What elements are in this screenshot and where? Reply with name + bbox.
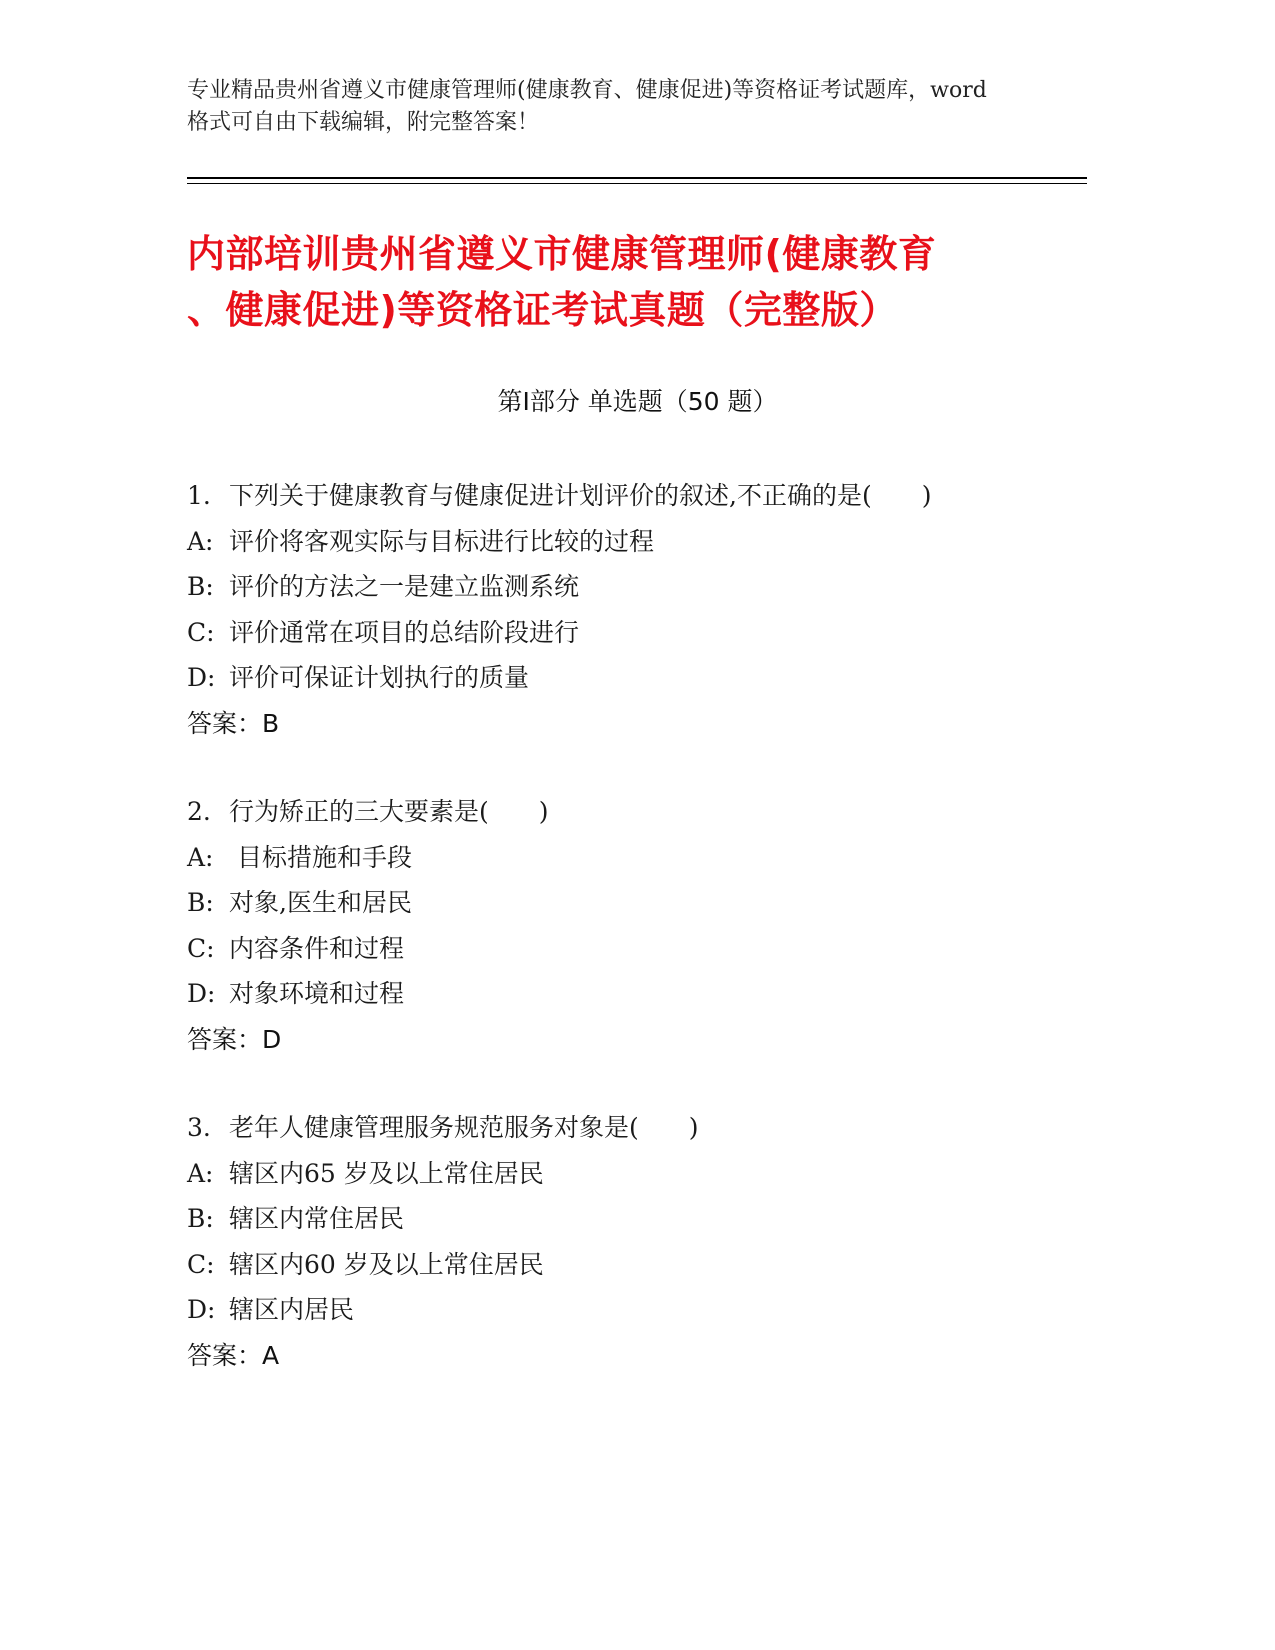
question-number: 2.	[187, 797, 211, 826]
option-text: 内容条件和过程	[229, 933, 405, 963]
option-key: D:	[187, 979, 216, 1008]
option-key: C:	[187, 1249, 215, 1279]
option-a	[187, 1151, 1087, 1197]
question-number: 3.	[187, 1113, 211, 1142]
option-text: 目标措施和手段	[229, 842, 412, 872]
option-text: 对象,医生和居民	[229, 888, 412, 917]
option-key: C:	[187, 933, 215, 963]
option-text: 对象环境和过程	[229, 979, 405, 1008]
document-title	[187, 226, 1067, 338]
option-text: 辖区内常住居民	[229, 1204, 405, 1233]
option-key: A:	[187, 842, 214, 872]
option-key: B:	[187, 888, 214, 917]
question-text: 下列关于健康教育与健康促进计划评价的叙述,不正确的是( )	[229, 481, 932, 510]
option-text: 评价可保证计划执行的质量	[229, 663, 530, 692]
option-c	[187, 1242, 1087, 1288]
answer: 答案：B	[187, 708, 280, 738]
question-1	[187, 473, 1087, 746]
question-stem	[187, 789, 1087, 835]
option-text: 评价的方法之一是建立监测系统	[229, 572, 580, 601]
question-list	[187, 473, 1087, 1421]
document-title-line-1: 内部培训贵州省遵义市健康管理师(健康教育	[187, 232, 937, 276]
question-stem	[187, 1105, 1087, 1151]
header-divider-thick	[187, 177, 1087, 179]
question-text: 老年人健康管理服务规范服务对象是( )	[229, 1113, 699, 1142]
option-b	[187, 564, 1087, 610]
option-key: D:	[187, 663, 216, 692]
question-text: 行为矫正的三大要素是( )	[229, 797, 549, 826]
option-d	[187, 655, 1087, 701]
option-b	[187, 880, 1087, 926]
option-key: B:	[187, 1204, 214, 1233]
option-text: 评价将客观实际与目标进行比较的过程	[229, 526, 655, 556]
document-title-line-2: 、健康促进)等资格证考试真题（完整版）	[187, 288, 898, 332]
option-key: B:	[187, 572, 214, 601]
header-note-line-1: 专业精品贵州省遵义市健康管理师(健康教育、健康促进)等资格证考试题库，word	[187, 78, 987, 103]
section-title: 第Ⅰ部分 单选题（50 题）	[497, 387, 778, 416]
question-3	[187, 1105, 1087, 1378]
option-c	[187, 926, 1087, 972]
question-number: 1.	[187, 481, 211, 510]
answer: 答案：D	[187, 1024, 282, 1054]
header-divider-thin	[187, 183, 1087, 184]
option-a	[187, 519, 1087, 565]
option-key: A:	[187, 526, 214, 556]
option-text: 辖区内居民	[229, 1295, 355, 1324]
option-d	[187, 1287, 1087, 1333]
option-key: C:	[187, 617, 215, 647]
option-d	[187, 971, 1087, 1017]
option-text: 评价通常在项目的总结阶段进行	[229, 617, 580, 647]
header-note-line-2: 格式可自由下载编辑，附完整答案！	[187, 110, 540, 135]
option-text: 辖区内60 岁及以上常住居民	[229, 1249, 544, 1279]
option-c	[187, 610, 1087, 656]
question-stem	[187, 473, 1087, 519]
option-key: D:	[187, 1295, 216, 1324]
question-2	[187, 789, 1087, 1062]
option-key: A:	[187, 1158, 214, 1188]
option-text: 辖区内65 岁及以上常住居民	[229, 1158, 544, 1188]
option-b	[187, 1196, 1087, 1242]
header-note	[187, 75, 1087, 139]
option-a	[187, 835, 1087, 881]
answer: 答案：A	[187, 1340, 280, 1370]
